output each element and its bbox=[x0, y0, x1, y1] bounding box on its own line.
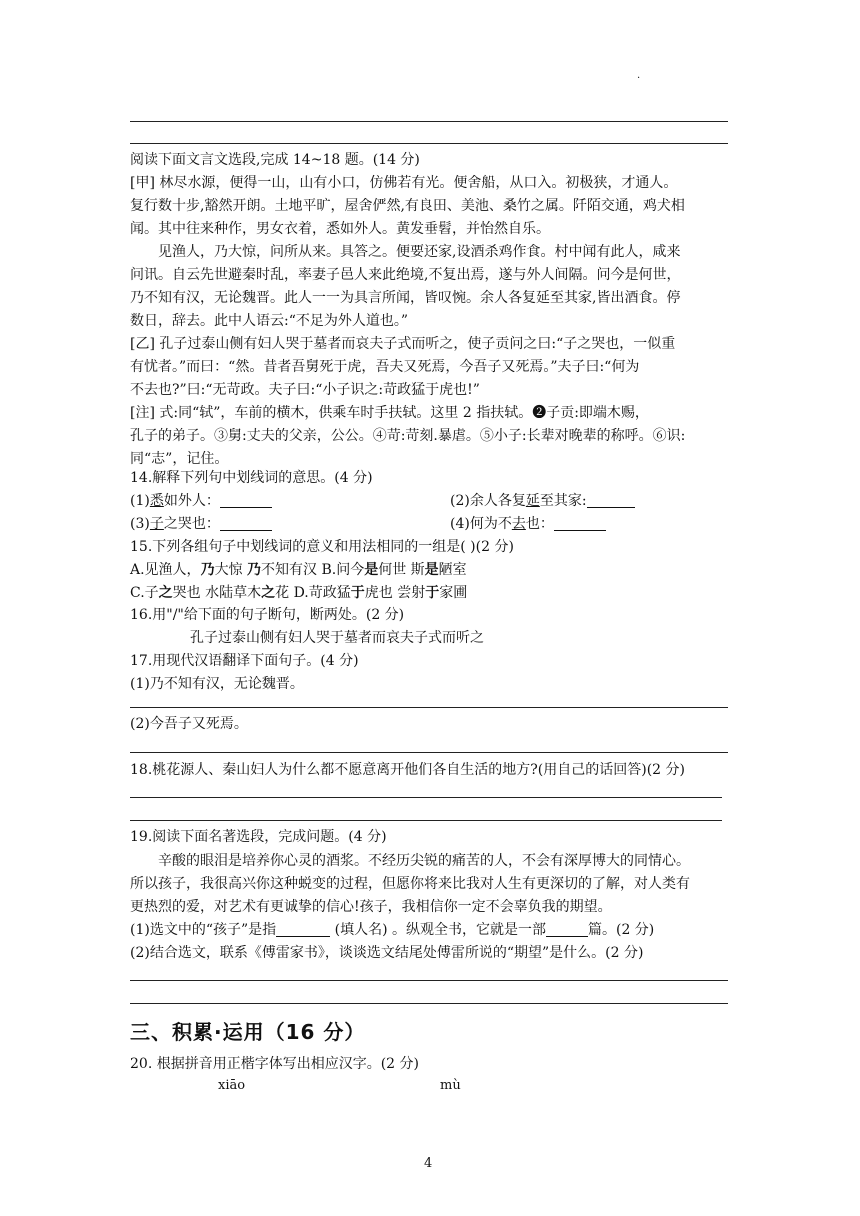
annotation-line: [注] 式:同“轼”，车前的横木，供乘车时手扶轼。这里 2 指扶轼。❷子贡:即端木赐， bbox=[130, 405, 649, 421]
passage-jia-line: 复行数十步,豁然开朗。土地平旷，屋舍俨然,有良田、美池、桑竹之属。阡陌交通，鸡犬相 bbox=[130, 198, 685, 214]
answer-line[interactable] bbox=[130, 980, 728, 981]
answer-line[interactable] bbox=[130, 752, 728, 753]
question-18-title: 18.桃花源人、秦山妇人为什么都不愿意离开他们各自生活的地方?(用自己的话回答)(2 分) bbox=[130, 762, 685, 778]
pinyin-1: xiāo bbox=[218, 1078, 246, 1093]
answer-line bbox=[130, 121, 728, 122]
question-15-options-cd: C.子之哭也 水陆草木之花 D.苛政猛于虎也 尝射于家圃 bbox=[130, 585, 468, 601]
question-16-title: 16.用"/"给下面的句子断句，断两处。(2 分) bbox=[130, 607, 405, 623]
answer-line[interactable] bbox=[130, 1003, 728, 1004]
answer-blank[interactable] bbox=[276, 922, 330, 937]
question-17-title: 17.用现代汉语翻译下面句子。(4 分) bbox=[130, 653, 359, 669]
question-19-sub-2: (2)结合选文，联系《傅雷家书》，谈谈选文结尾处傅雷所说的“期望”是什么。(2 分) bbox=[130, 945, 644, 961]
question-17-sentence-1: (1)乃不知有汉，无论魏晋。 bbox=[130, 676, 304, 692]
answer-line[interactable] bbox=[130, 797, 722, 798]
question-17-sentence-2: (2)今吾子又死焉。 bbox=[130, 716, 248, 732]
question-16-sentence: 孔子过泰山侧有妇人哭于墓者而哀夫子式而听之 bbox=[190, 630, 484, 646]
passage-yi-line: 有忧者。”而曰：“然。昔者吾舅死于虎，吾夫又死焉，今吾子又死焉。”夫子曰:“何为 bbox=[130, 359, 640, 375]
answer-blank[interactable] bbox=[220, 516, 272, 531]
question-14-item-2: (2)余人各复延至其家: bbox=[450, 490, 635, 513]
question-19-passage-line: 辛酸的眼泪是培养你心灵的酒浆。不经历尖锐的痛苦的人，不会有深厚博大的同情心。 bbox=[158, 853, 690, 869]
question-19-sub-1: (1)选文中的“孩子”是指 (填人名) 。纵观全书，它就是一部 篇。(2 分) bbox=[130, 922, 655, 938]
passage-yi-line: [乙] 孔子过泰山侧有妇人哭于墓者而哀夫子式而听之，使子贡问之曰:“子之哭也，一似重 bbox=[130, 336, 676, 352]
passage-jia-line: 数日，辞去。此中人语云:“不足为外人道也。” bbox=[130, 313, 409, 329]
question-14-item-1: (1)悉如外人： bbox=[130, 490, 272, 513]
question-19-title: 19.阅读下面名著选段，完成问题。(4 分) bbox=[130, 829, 387, 845]
pinyin-2: mù bbox=[440, 1078, 461, 1093]
passage-yi-line: 不去也?”曰:“无苛政。夫子曰:“小子识之:苛政猛于虎也!” bbox=[130, 382, 480, 398]
answer-line[interactable] bbox=[130, 820, 722, 821]
answer-line[interactable] bbox=[130, 707, 728, 708]
question-19-passage-line: 更热烈的爱，对艺术有更诚挚的信心!孩子，我相信你一定不会辜负我的期望。 bbox=[130, 899, 612, 915]
question-14-item-4: (4)何为不去也： bbox=[450, 513, 606, 536]
annotation-line: 孔子的弟子。③舅:丈夫的父亲，公公。④苛:苛刻.暴虐。⑤小子:长辈对晚辈的称呼。⑥识: bbox=[130, 428, 686, 444]
passage-jia-line: 见渔人，乃大惊，问所从来。具答之。便要还家,设酒杀鸡作食。村中闻有此人，咸来 bbox=[158, 244, 681, 260]
question-15-title: 15.下列各组句子中划线词的意义和用法相同的一组是( )(2 分) bbox=[130, 539, 514, 555]
answer-blank[interactable] bbox=[587, 493, 635, 508]
answer-blank[interactable] bbox=[220, 493, 272, 508]
passage-jia-line: [甲] 林尽水源，便得一山，山有小口，仿佛若有光。便舍船，从口入。初极狭，才通人。 bbox=[130, 175, 678, 191]
question-15-options-ab: A.见渔人，乃大惊 乃不知有汉 B.问今是何世 斯是陋室 bbox=[130, 562, 467, 578]
answer-blank[interactable] bbox=[554, 516, 606, 531]
header-mark: . bbox=[637, 70, 641, 81]
answer-blank[interactable] bbox=[546, 922, 588, 937]
question-19-passage-line: 所以孩子，我很高兴你这种蜕变的过程，但愿你将来比我对人生有更深切的了解，对人类有 bbox=[130, 876, 690, 892]
question-20-title: 20. 根据拼音用正楷字体写出相应汉字。(2 分) bbox=[130, 1056, 419, 1072]
section-heading: 三、积累·运用（16 分） bbox=[130, 1020, 366, 1044]
passage-jia-line: 问讯。自云先世避秦时乱，率妻子邑人来此绝境,不复出焉，遂与外人间隔。问今是何世， bbox=[130, 267, 681, 283]
passage-jia-line: 闻。其中往来种作，男女衣着，悉如外人。黄发垂髫，并怡然自乐。 bbox=[130, 221, 550, 237]
question-14-title: 14.解释下列句中划线词的意思。(4 分) bbox=[130, 470, 373, 486]
question-14-item-3: (3)子之哭也： bbox=[130, 513, 272, 536]
passage-jia-line: 乃不知有汉，无论魏晋。此人一一为具言所闻，皆叹惋。余人各复延至其家,皆出酒食。停 bbox=[130, 290, 681, 306]
page-number: 4 bbox=[424, 1156, 433, 1171]
answer-line bbox=[130, 143, 728, 144]
annotation-line: 同“志”，记住。 bbox=[130, 451, 229, 467]
reading-intro: 阅读下面文言文选段,完成 14~18 题。(14 分) bbox=[130, 152, 420, 168]
